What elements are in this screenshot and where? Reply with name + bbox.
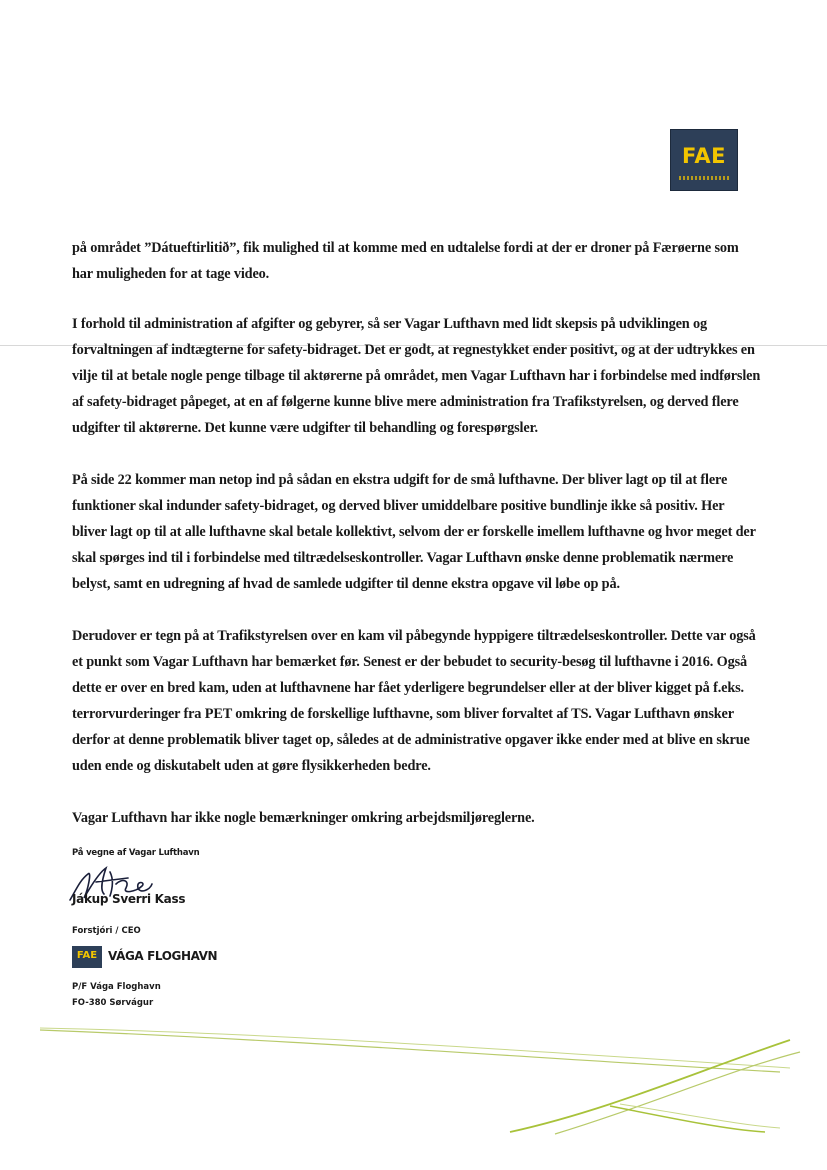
paragraph-1: på området ”Dátueftirlitið”, fik mulighed til at komme med en udtalelse fordi at der er droner på Færøerne som har muligheden for at tage video. xyxy=(72,240,739,282)
fae-small-logo-text: FAE xyxy=(76,950,98,961)
fae-logo-text: FAE xyxy=(681,144,727,168)
signature-block xyxy=(72,848,392,1008)
paragraph-4: Derudover er tegn på at Trafikstyrelsen over en kam vil påbegynde hyppigere tiltrædelseskontroller. Dette var også et punkt som Vagar Lufthavn har bemærket før. Senest er der bebudet to security-besøg til lufthavne i 2016. Også dette er over en bred kam, uden at lufthavnene har fået yderligere begrundelser eller at der bliver kigget på f.eks. terrorvurderinger fra PET omkring de forskellige lufthavne, som bliver forvaltet af TS. Vagar Lufthavn ønsker derfor at denne problematik bliver taget op, således at de administrative opgaver ikke ender med at blive en skrue uden ende og diskutabelt uden at gøre flysikkerheden bedre. xyxy=(72,628,756,774)
paragraph-5: Vagar Lufthavn har ikke nogle bemærkninger omkring arbejdsmiljøreglerne. xyxy=(72,810,535,826)
address-line-2: FO-380 Sørvágur xyxy=(72,998,154,1008)
on-behalf-label: På vegne af Vagar Lufthavn xyxy=(72,848,200,858)
decorative-swoosh-lines xyxy=(0,1010,827,1160)
signer-title: Forstjóri / CEO xyxy=(72,926,141,936)
fae-logo-tagline-mark xyxy=(679,176,729,180)
fae-small-logo xyxy=(72,946,102,968)
paragraph-2: I forhold til administration af afgifter og gebyrer, så ser Vagar Lufthavn med lidt skepsis på udviklingen og forvaltningen af indtægterne for safety-bidraget. Det er godt, at regnestykket ender positivt, og at der udtrykkes en vilje til at betale nogle penge tilbage til aktørerne på området, men Vagar Lufthavn har i forbindelse med indførslen af safety-bidraget påpeget, at en af følgerne kunne blive mere administration fra Trafikstyrelsen, og derved flere udgifter til aktørerne. Det kunne være udgifter til behandling og forespørgsler. xyxy=(72,316,761,436)
fae-logo xyxy=(670,129,738,191)
company-name: VÁGA FLOGHAVN xyxy=(108,949,218,963)
signer-name: Jákup Sverri Kass xyxy=(72,892,186,906)
letter-body xyxy=(72,235,762,857)
paragraph-3: På side 22 kommer man netop ind på sådan en ekstra udgift for de små lufthavne. Der bliver lagt op til at flere funktioner skal indunder safety-bidraget, og derved bliver umiddelbare positive bundlinje ikke så positiv. Her bliver lagt op til at alle lufthavne skal betale kollektivt, selvom der er forskelle imellem lufthavne og hvor meget der skal spørges ind til i forbindelse med tiltrædelseskontroller. Vagar Lufthavn ønske denne problematik nærmere belyst, samt en udregning af hvad de samlede udgifter til denne ekstra opgave vil løbe op på. xyxy=(72,472,756,592)
address-line-1: P/F Vága Floghavn xyxy=(72,982,161,992)
